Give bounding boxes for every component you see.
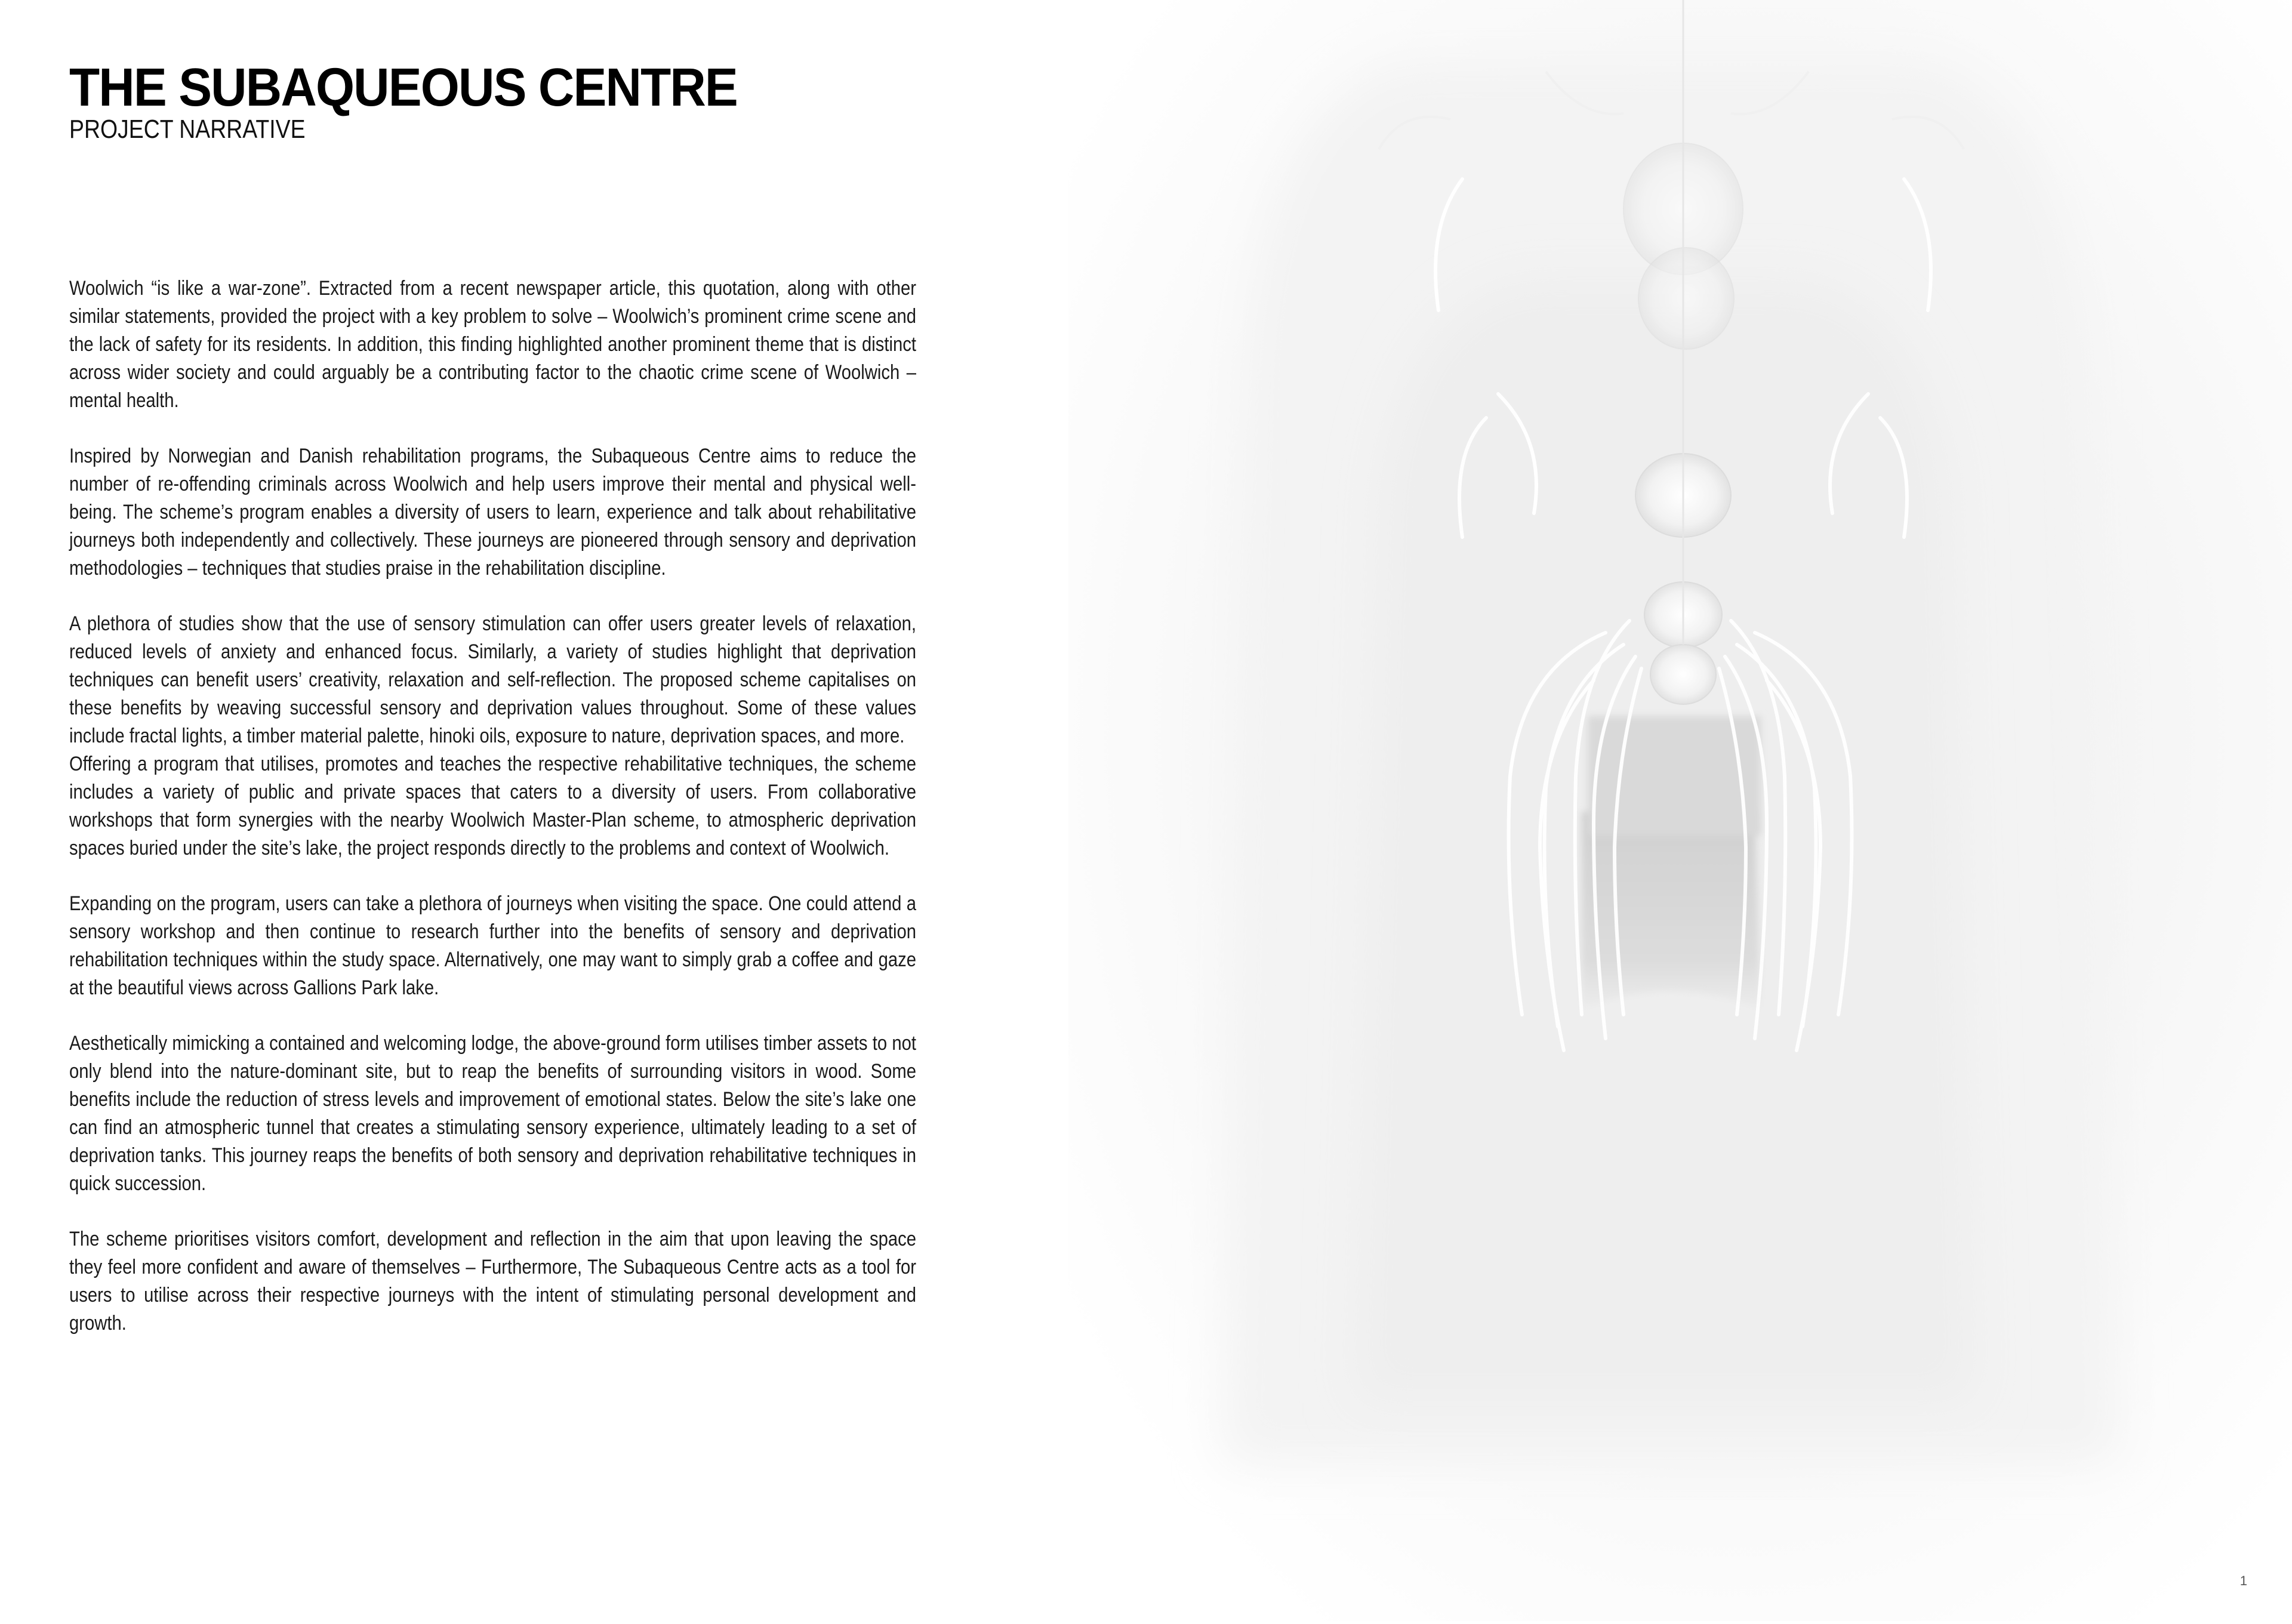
narrative-paragraph-7: The scheme prioritises visitors comfort, development and reflection in the aim that upon leaving the space they feel more confident and aware of themselves – Furthermore, The Subaqueous Centre acts as a tool for users to utilise across their respective journeys with the intent of stimulating personal development and growth. <box>69 1228 916 1335</box>
page-title: THE SUBAQUEOUS CENTRE <box>69 58 737 118</box>
orb-upper <box>1638 248 1734 349</box>
tunnel-floor <box>1582 812 1761 1009</box>
orb-bottom <box>1650 645 1716 704</box>
project-narrative <box>69 275 916 1365</box>
narrative-paragraph-3: A plethora of studies show that the use of sensory stimulation can offer users greater levels of relaxation, reduced levels of anxiety and enhanced focus. Similarly, a variety of studies highlight that deprivation techniques can benefit users’ creativity, relaxation and self-reflection. The proposed scheme capitalises on these benefits by weaving successful sensory and deprivation values throughout. Some of these values include fractal lights, a timber material palette, hinoki oils, exposure to nature, deprivation spaces, and more. <box>69 612 916 747</box>
narrative-paragraph-2: Inspired by Norwegian and Danish rehabilitation programs, the Subaqueous Centre aims to reduce the number of re-offending criminals across Woolwich and help users improve their mental and physical well-being. The scheme’s program enables a diversity of users to learn, experience and talk about rehabilitative journeys both independently and collectively. These journeys are pioneered through sensory and deprivation methodologies – techniques that studies praise in the rehabilitation discipline. <box>69 445 916 580</box>
narrative-paragraph-6: Aesthetically mimicking a contained and welcoming lodge, the above-ground form utilises timber assets to not only blend into the nature-dominant site, but to reap the benefits of surrounding visitors in wood. Some benefits include the reduction of stress levels and improvement of emotional states. Below the site’s lake one can find an atmospheric tunnel that creates a stimulating sensory experience, ultimately leading to a set of deprivation tanks. This journey reaps the benefits of both sensory and deprivation rehabilitative techniques in quick succession. <box>69 1032 916 1195</box>
narrative-paragraph-5: Expanding on the program, users can take a plethora of journeys when visiting the space. One could attend a sensory workshop and then continue to research further into the benefits of sensory and deprivation rehabilitation techniques within the study space. Alternatively, one may want to simply grab a coffee and gaze at the beautiful views across Gallions Park lake. <box>69 892 916 999</box>
page-number: 1 <box>2239 1573 2247 1588</box>
tunnel-render-image <box>1068 0 2292 1621</box>
narrative-paragraph-1: Woolwich “is like a war-zone”. Extracted from a recent newspaper article, this quotation, along with other similar statements, provided the project with a key problem to solve – Woolwich’s prominent crime scene and the lack of safety for its residents. In addition, this finding highlighted another prominent theme that is distinct across wider society and could arguably be a contributing factor to the chaotic crime scene of Woolwich – mental health. <box>69 277 916 412</box>
narrative-paragraph-4: Offering a program that utilises, promotes and teaches the respective rehabilitative techniques, the scheme includes a variety of public and private spaces that caters to a diversity of users. From collaborative workshops that form synergies with the nearby Woolwich Master-Plan scheme, to atmospheric deprivation spaces buried under the site’s lake, the project responds directly to the problems and context of Woolwich. <box>69 753 916 859</box>
page-subtitle: PROJECT NARRATIVE <box>69 115 306 144</box>
